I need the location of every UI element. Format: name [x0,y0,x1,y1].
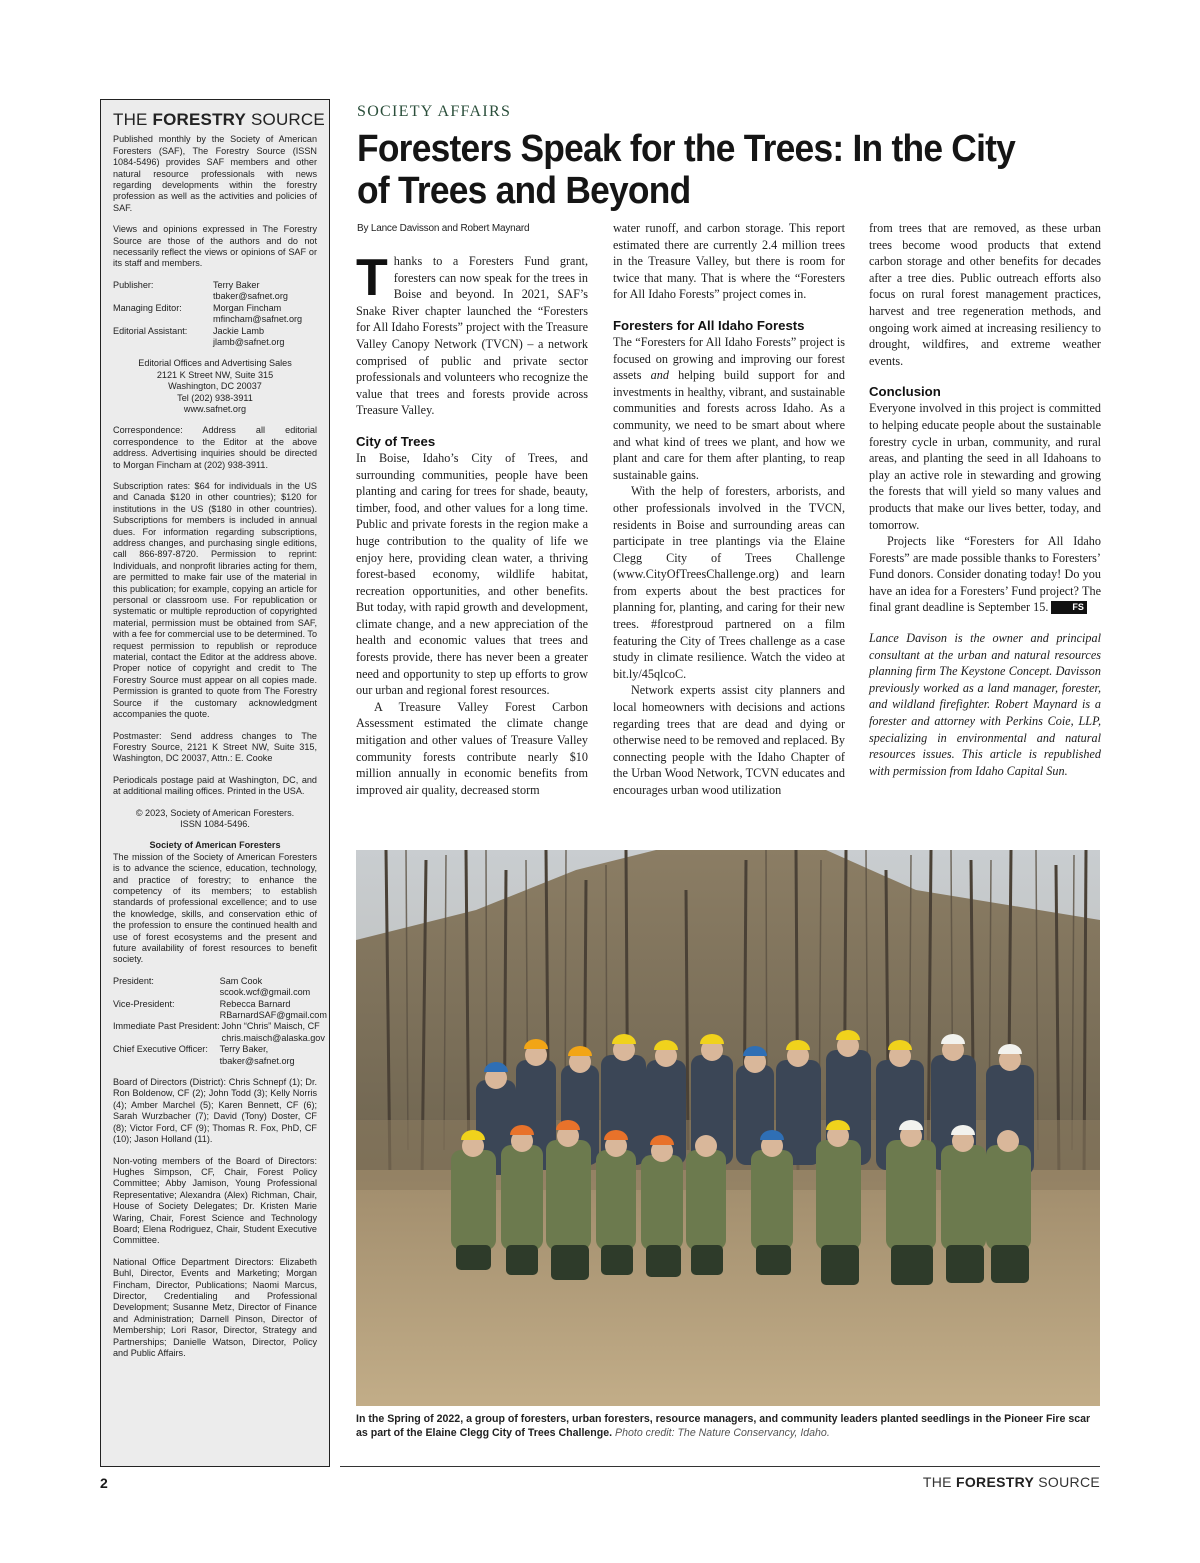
periodicals-note: Periodicals postage paid at Washington, DC, and at additional mailing offices. Printed in the USA. [113,774,317,797]
staff-list [113,280,317,348]
paragraph: Everyone involved in this project is committed to helping educate people about the sustainable forestry cycle in urban, community, and rural areas, and planting the seed in all Idahoans to play an active role in stewarding and growing the forests that will yield so many values and products that make our lives better, today, and tomorrow. [869,401,1101,532]
section-label: SOCIETY AFFAIRS [357,103,512,120]
copyright-notice: © 2023, Society of American Foresters. ISSN 1084-5496. [135,807,295,829]
subhead-foresters-for-all-idaho-forests: Foresters for All Idaho Forests [613,317,805,333]
masthead-sidebar [100,99,330,1467]
subscription-info: Subscription rates: $64 for individuals in the US and Canada $120 in other countries); $120 for institutions in the US ($180 in other countries). Subscriptions for members is included in annual dues. For information regarding subscriptions, address changes, and purchasing single editions, call 866-897-8720. Permission to reprint: Individuals, and nonprofit libraries acting for them, are permitted to make fair use of the material in this publication; for example, copying an article for personal or classroom use. For republication or systematic or multiple reproduction of copyrighted material, permission must be obtained from SAF, with a fee for commercial use to be determined. To request permission to republish or reproduce material, contact the Editor at the address above. Proper notice of copyright and credit to The Forestry Source must appear on all copies made. Permission is granted to quote from The Forestry Source if the customary acknowledgment accompanies the quote. [113,480,317,720]
editorial-offices: Editorial Offices and Advertising Sales 2121 K Street NW, Suite 315 Washington, DC 20037 Tel (202) 938-3911 www.safnet.org [138,358,292,414]
footer-publication-title: THE FORESTRY SOURCE [922,1474,1100,1490]
footer-divider [340,1466,1100,1467]
officer-row: President: Sam Cook scook.wcf@gmail.com [113,975,311,998]
saf-heading: Society of American Foresters [149,840,281,851]
officer-row: Vice-President: Rebecca Barnard RBarnardSAF@gmail.com [113,998,327,1021]
sidebar-masthead-title: THE FORESTRY SOURCE [113,110,325,129]
paragraph: The “Foresters for All Idaho Forests” project is focused on growing and improving our forest assets and helping build support for and investments in healthy, vibrant, and sustainable communities and forests across Idaho. As a community, we need to be smart about where and what kind of trees we plant, and how we plant and care for them after planting, to reap sustainable gains. [613,334,845,482]
saf-mission: The mission of the Society of American Foresters is to advance the science, education, technology, and practice of forestry; to enhance the competency of its members; to establish standards of professional excellence; and to use the knowledge, skills, and conservation ethic of the profession to ensure the continued health and use of forest ecosystems and the present and future availability of forest resources to benefit society. [113,851,317,965]
intro-paragraph: Thanks to a Foresters Fund grant, foresters can now speak for the trees in Boise and beyond. In 2021, SAF’s Snake River chapter launched the “Foresters for All Idaho Forests” project with the Treasure Valley Canopy Network (TVCN) – a network comprised of public and private sector professionals and volunteers who recognize the value that trees and forests provide across Treasure Valley. [356,249,588,418]
officers-list [113,976,327,1067]
article-column-3 [869,220,1101,779]
paragraph: A Treasure Valley Forest Carbon Assessment estimated the climate change mitigation and other values of Treasure Valley community forests contribute nearly $10 million annually in economic benefits from improved air quality, decreased storm [356,699,588,797]
opinions-disclaimer: Views and opinions expressed in The Forestry Source are those of the authors and do not necessarily reflect the views or opinions of SAF or its staff and members. [113,224,317,269]
subhead-city-of-trees: City of Trees [356,433,436,449]
nonvoting-members: Non-voting members of the Board of Directors: Hughes Simpson, CF, Chair, Forest Policy Committee; Abby Jamison, Young Professional Representative; Alexandra (Alex) Richman, Chair, House of Society Delegates; Dr. Kristen Marie Waring, Chair, Forest Science and Technology Board; Elena Rodriguez, Chair, Student Executive Committee. [113,1155,317,1246]
staff-email: mfincham@safnet.org [213,314,303,325]
correspondence-note: Correspondence: Address all editorial correspondence to the Editor at the above address. Advertising inquiries should be directed to Morgan Fincham at (202) 938-3911. [113,425,317,470]
postmaster-note: Postmaster: Send address changes to The Forestry Source, 2121 K Street NW, Suite 315, Washington, DC 20037, Attn.: E. Cooke [113,730,317,764]
publishing-statement: Published monthly by the Society of American Foresters (SAF), The Forestry Source (ISSN 1084-5496) provides SAF members and other natural resource professionals with news regarding developments within the forestry profession as well as the activities and policies of SAF. [113,134,317,213]
paragraph: In Boise, Idaho’s City of Trees, and surrounding communities, people have been planting and caring for trees for shade, beauty, timber, food, and other values for a long time. Public and private forests in the region make a huge contribution to the quality of life we enjoy here, providing clean water, a thriving forest-based economy, wildlife habitat, recreation opportunities, and other benefits. But today, with rapid growth and development, climate change, and a new appreciation of the health and economic values that trees and forests provide, there has never been a greater need and opportunity to step up efforts to grow our urban and regional forest resources. [356,450,588,698]
article-column-2 [613,220,845,799]
article-title: Foresters Speak for the Trees: In the City of Trees and Beyond [357,128,1016,212]
byline: By Lance Davisson and Robert Maynard [357,223,530,234]
page-number: 2 [100,1475,108,1491]
paragraph: Network experts assist city planners and local homeowners with decisions and actions regarding trees that are dead and dying or otherwise need to be removed and replaced. By connecting people with the Idaho Chapter of the Urban Wood Network, TCVN educates and encourages urban wood utilization [613,683,845,797]
officer-row: Chief Executive Officer: Terry Baker, tbaker@safnet.org [113,1044,295,1066]
photo-credit: Photo credit: The Nature Conservancy, Idaho. [615,1427,830,1439]
staff-email: jlamb@safnet.org [213,336,285,347]
staff-row: Publisher: Terry Baker tbaker@safnet.org [113,279,288,302]
drop-cap: T [356,249,388,307]
staff-email: tbaker@safnet.org [213,291,288,302]
subhead-conclusion: Conclusion [869,384,941,400]
paragraph: from trees that are removed, as these urban trees become wood products that extend carbon storage and other benefits for decades after a tree dies. Public outreach efforts also focus on rural forest management practices, harvest and tree regeneration methods, and ongoing work aimed at increasing resiliency to drought, wildfires, and extreme weather events. [869,221,1101,368]
board-of-directors: Board of Directors (District): Chris Schnepf (1); Dr. Ron Boldenow, CF (2); John Todd (3); Kelly Norris (4); Amber Marchel (5); Karen Bennett, CF (6); Sarah Wurzbacher (7); David (Tony) Doster, CF (8); Victor Ford, CF (9); Thomas R. Fox, PhD, CF (10); Jason Holland (11). [113,1077,317,1145]
paragraph: water runoff, and carbon storage. This report estimated there are currently 2.4 million trees in the Treasure Valley, but there is room for twice that many. That is where the “Foresters for All Idaho Forests” project comes in. [613,221,845,302]
group-photo [356,850,1100,1406]
photo-caption: In the Spring of 2022, a group of foresters, urban foresters, resource managers, and community leaders planted seedlings in the Pioneer Fire scar as part of the Elaine Clegg City of Trees Challenge. Photo credit: The Nature Conservancy, Idaho. [356,1413,1091,1439]
staff-row: Managing Editor: Morgan Fincham mfincham@safnet.org [113,302,303,325]
national-office-directors: National Office Department Directors: Elizabeth Buhl, Director, Events and Marketing; Morgan Fincham, Director, Publications; Naomi Marcus, Director, Credentialing and Professional Development; Susanne Metz, Director of Finance and Administration; Darnell Pinson, Director of Membership; Lori Rasor, Director, Strategy and Partnerships; Danielle Watson, Director, Policy and Public Affairs. [113,1256,317,1358]
staff-row: Editorial Assistant: Jackie Lamb jlamb@safnet.org [113,325,285,347]
paragraph: Projects like “Foresters for All Idaho Forests” are made possible thanks to Foresters’ Fund donors. Consider donating today! Do you have an idea for a Foresters’ Fund project? The final grant deadline is September 15. FS [869,534,1101,615]
end-mark-badge: FS [1051,601,1087,614]
author-bio: Lance Davison is the owner and principal consultant at the urban and natural resources planning firm The Keystone Concept. Davisson previously worked as a land manager, forester, and wildland firefighter. Robert Maynard is a forester and attorney with Perkins Coie, LLP, specializing in environmental and natural resources issues. This article is republished with permission from Idaho Capital Sun. [869,631,1101,778]
paragraph: With the help of foresters, arborists, and other professionals involved in the TVCN, residents in Boise and surrounding areas can participate in tree plantings via the Elaine Clegg City of Trees Challenge (www.CityOfTreesChallenge.org) and learn from experts about the best practices for planning for, planting, and caring for their new trees. #forestproud partnered on a film featuring the City of Trees challenge as a case study in climate resilience. Watch the video at bit.ly/45qlcoC. [613,484,845,681]
article-column-1 [356,249,588,798]
officer-row: Immediate Past President: John “Chris” Maisch, CF chris.maisch@alaska.gov [113,1021,325,1043]
